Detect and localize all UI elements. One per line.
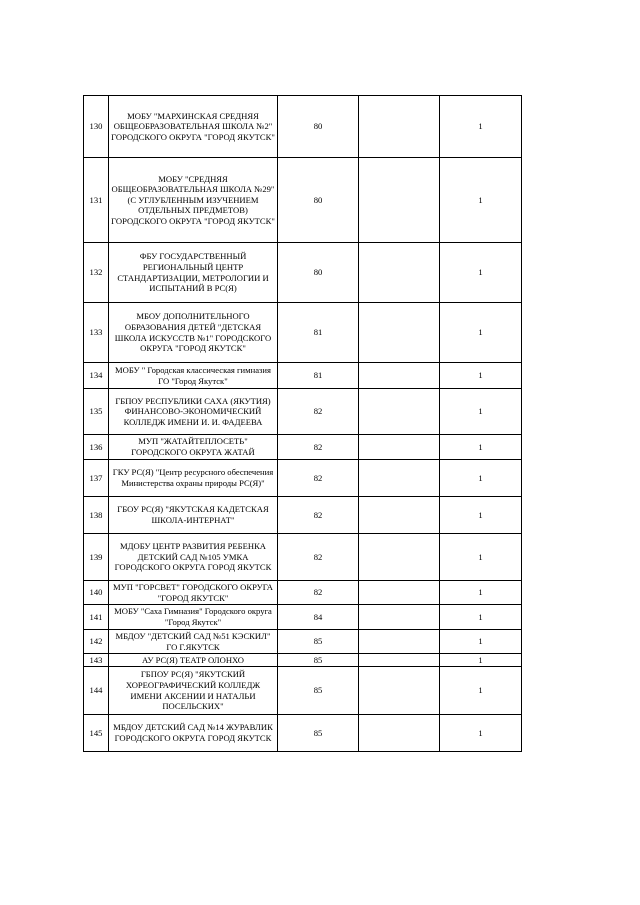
organization-name: ГКУ РС(Я) "Центр ресурсного обеспечения Министерства охраны природы РС(Я)"	[109, 460, 278, 497]
count-cell: 1	[440, 303, 522, 363]
score-cell: 84	[278, 605, 359, 630]
table-row	[84, 667, 522, 715]
empty-cell	[359, 581, 440, 605]
score-cell: 80	[278, 158, 359, 243]
table-row	[84, 630, 522, 654]
row-number: 135	[84, 389, 109, 435]
organization-name: МБДОУ ДЕТСКИЙ САД №14 ЖУРАВЛИК ГОРОДСКОГО ОКРУГА ГОРОД ЯКУТСК	[109, 715, 278, 752]
row-number: 144	[84, 667, 109, 715]
empty-cell	[359, 715, 440, 752]
count-cell: 1	[440, 534, 522, 581]
count-cell: 1	[440, 363, 522, 389]
row-number: 131	[84, 158, 109, 243]
count-cell: 1	[440, 605, 522, 630]
organization-name: МДОБУ ЦЕНТР РАЗВИТИЯ РЕБЕНКА ДЕТСКИЙ САД №105 УМКА ГОРОДСКОГО ОКРУГА ГОРОД ЯКУТСК	[109, 534, 278, 581]
organizations-table	[83, 95, 522, 752]
table-row	[84, 715, 522, 752]
empty-cell	[359, 96, 440, 158]
organization-name: МОБУ "МАРХИНСКАЯ СРЕДНЯЯ ОБЩЕОБРАЗОВАТЕЛЬНАЯ ШКОЛА №2" ГОРОДСКОГО ОКРУГА "ГОРОД ЯКУТСК"	[109, 96, 278, 158]
score-cell: 80	[278, 96, 359, 158]
table-row	[84, 581, 522, 605]
count-cell: 1	[440, 497, 522, 534]
score-cell: 82	[278, 389, 359, 435]
row-number: 136	[84, 435, 109, 460]
count-cell: 1	[440, 654, 522, 667]
count-cell: 1	[440, 460, 522, 497]
count-cell: 1	[440, 389, 522, 435]
organization-name: МБОУ ДОПОЛНИТЕЛЬНОГО ОБРАЗОВАНИЯ ДЕТЕЙ "ДЕТСКАЯ ШКОЛА ИСКУССТВ №1" ГОРОДСКОГО ОКРУГА "ГОРОД ЯКУТСК"	[109, 303, 278, 363]
count-cell: 1	[440, 96, 522, 158]
organization-name: АУ РС(Я) ТЕАТР ОЛОНХО	[109, 654, 278, 667]
empty-cell	[359, 303, 440, 363]
table-row	[84, 654, 522, 667]
score-cell: 81	[278, 303, 359, 363]
row-number: 142	[84, 630, 109, 654]
count-cell: 1	[440, 581, 522, 605]
organization-name: МУП "ГОРСВЕТ" ГОРОДСКОГО ОКРУГА "ГОРОД ЯКУТСК"	[109, 581, 278, 605]
score-cell: 82	[278, 534, 359, 581]
organization-name: МОБУ "СРЕДНЯЯ ОБЩЕОБРАЗОВАТЕЛЬНАЯ ШКОЛА №29" (С УГЛУБЛЕННЫМ ИЗУЧЕНИЕМ ОТДЕЛЬНЫХ ПРЕДМЕТОВ) ГОРОДСКОГО ОКРУГА "ГОРОД ЯКУТСК"	[109, 158, 278, 243]
score-cell: 82	[278, 581, 359, 605]
score-cell: 81	[278, 363, 359, 389]
score-cell: 82	[278, 435, 359, 460]
organization-name: ГБПОУ РЕСПУБЛИКИ САХА (ЯКУТИЯ) ФИНАНСОВО-ЭКОНОМИЧЕСКИЙ КОЛЛЕДЖ ИМЕНИ И. И. ФАДЕЕВА	[109, 389, 278, 435]
table-row	[84, 363, 522, 389]
count-cell: 1	[440, 667, 522, 715]
score-cell: 82	[278, 460, 359, 497]
score-cell: 85	[278, 715, 359, 752]
organization-name: МБДОУ "ДЕТСКИЙ САД №51 КЭСКИЛ" ГО Г.ЯКУТСК	[109, 630, 278, 654]
score-cell: 85	[278, 654, 359, 667]
organization-name: МУП "ЖАТАЙТЕПЛОСЕТЬ" ГОРОДСКОГО ОКРУГА ЖАТАЙ	[109, 435, 278, 460]
table-row	[84, 303, 522, 363]
empty-cell	[359, 654, 440, 667]
row-number: 132	[84, 243, 109, 303]
table-row	[84, 389, 522, 435]
row-number: 130	[84, 96, 109, 158]
table-row	[84, 243, 522, 303]
table-row	[84, 605, 522, 630]
table-row	[84, 534, 522, 581]
empty-cell	[359, 460, 440, 497]
organization-name: ГБОУ РС(Я) "ЯКУТСКАЯ КАДЕТСКАЯ ШКОЛА-ИНТЕРНАТ"	[109, 497, 278, 534]
count-cell: 1	[440, 243, 522, 303]
row-number: 134	[84, 363, 109, 389]
count-cell: 1	[440, 158, 522, 243]
table-row	[84, 497, 522, 534]
empty-cell	[359, 243, 440, 303]
row-number: 143	[84, 654, 109, 667]
empty-cell	[359, 497, 440, 534]
score-cell: 80	[278, 243, 359, 303]
empty-cell	[359, 158, 440, 243]
organization-name: ФБУ ГОСУДАРСТВЕННЫЙ РЕГИОНАЛЬНЫЙ ЦЕНТР СТАНДАРТИЗАЦИИ, МЕТРОЛОГИИ И ИСПЫТАНИЙ В РС(Я)	[109, 243, 278, 303]
table-row	[84, 158, 522, 243]
table-row	[84, 460, 522, 497]
empty-cell	[359, 389, 440, 435]
row-number: 133	[84, 303, 109, 363]
score-cell: 85	[278, 630, 359, 654]
row-number: 138	[84, 497, 109, 534]
empty-cell	[359, 605, 440, 630]
row-number: 145	[84, 715, 109, 752]
empty-cell	[359, 435, 440, 460]
score-cell: 85	[278, 667, 359, 715]
empty-cell	[359, 667, 440, 715]
score-cell: 82	[278, 497, 359, 534]
empty-cell	[359, 534, 440, 581]
row-number: 139	[84, 534, 109, 581]
row-number: 140	[84, 581, 109, 605]
organization-name: МОБУ " Городская классическая гимназия ГО "Город Якутск"	[109, 363, 278, 389]
row-number: 137	[84, 460, 109, 497]
table-row	[84, 435, 522, 460]
organization-name: ГБПОУ РС(Я) "ЯКУТСКИЙ ХОРЕОГРАФИЧЕСКИЙ КОЛЛЕДЖ ИМЕНИ АКСЕНИИ И НАТАЛЬИ ПОСЕЛЬСКИХ"	[109, 667, 278, 715]
count-cell: 1	[440, 715, 522, 752]
table-row	[84, 96, 522, 158]
empty-cell	[359, 363, 440, 389]
empty-cell	[359, 630, 440, 654]
row-number: 141	[84, 605, 109, 630]
count-cell: 1	[440, 630, 522, 654]
organization-name: МОБУ "Саха Гимназия" Городского округа "Город Якутск"	[109, 605, 278, 630]
count-cell: 1	[440, 435, 522, 460]
